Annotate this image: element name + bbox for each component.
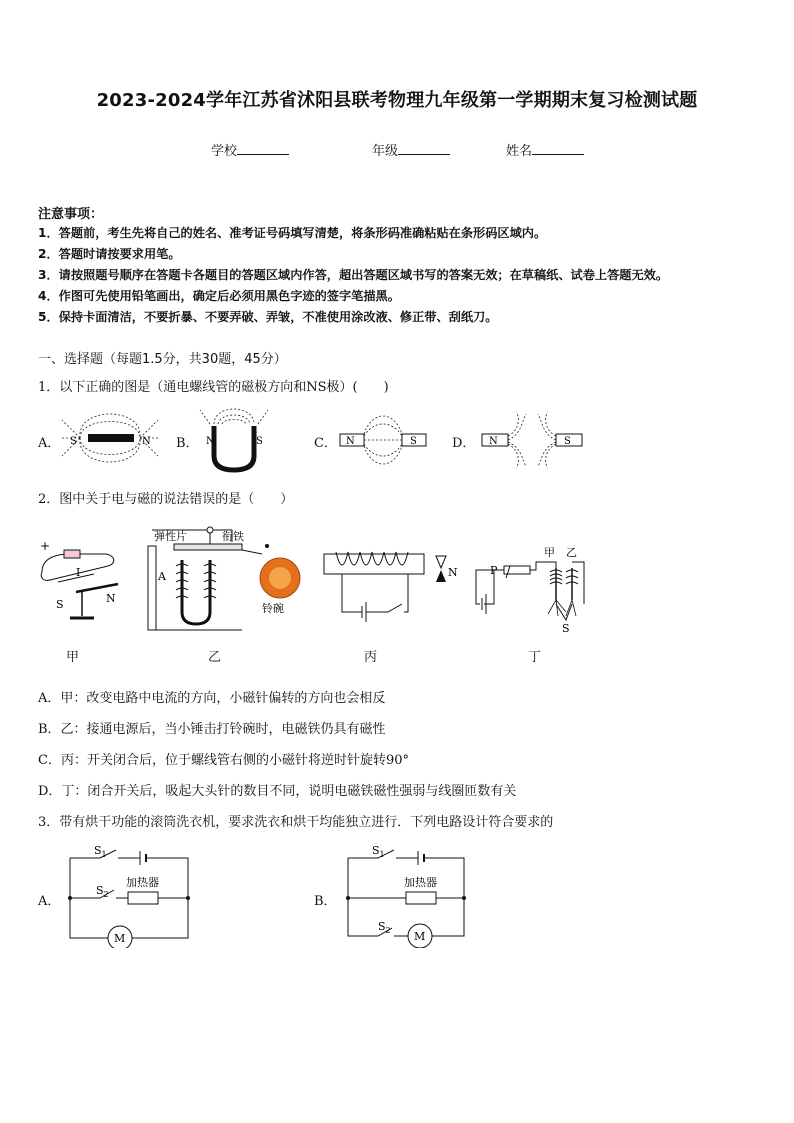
ding-yi-label: 乙 — [566, 546, 577, 559]
q1-option-a-label: A． — [38, 436, 61, 451]
school-label: 学校 — [211, 144, 238, 159]
q1d-s-label: S — [564, 436, 571, 447]
note-item: 4．作图可先使用铅笔画出，确定后必须用黑色字迹的签字笔描黑。 — [38, 289, 400, 303]
q3-option-b-label: B． — [314, 894, 337, 909]
grade-blank — [398, 142, 450, 155]
ding-jia-label: 甲 — [544, 546, 555, 559]
q1-figure-b — [196, 404, 272, 474]
grade-field — [372, 140, 450, 159]
q1-option-b-label: B． — [176, 436, 199, 451]
note-item: 5．保持卡面清洁，不要折暴、不要弄破、弄皱，不准使用涂改液、修正带、刮纸刀。 — [38, 310, 498, 324]
yi-spring-label: 弹性片 — [154, 530, 187, 543]
q3a-s2-label: $S_2$ — [96, 884, 109, 899]
note-item: 3．请按照题号顺序在答题卡各题目的答题区域内作答，超出答题区域书写的答案无效；在草稿纸、试卷上答题无效。 — [38, 268, 669, 282]
q1-figure-a — [58, 408, 162, 470]
q2-option-d: D．丁：闭合开关后，吸起大头针的数目不同，说明电磁铁磁性强弱与线圈匝数有关 — [38, 784, 517, 799]
caption-yi: 乙 — [208, 650, 222, 665]
jia-n-label: N — [106, 592, 116, 605]
school-field — [211, 140, 289, 159]
question-3-stem: 3．带有烘干功能的滚筒洗衣机，要求洗衣和烘干均能独立进行．下列电路设计符合要求的 — [38, 815, 554, 830]
yi-a-label: A — [158, 570, 166, 583]
q3b-motor-label: M — [414, 930, 426, 943]
q3b-heater-label: 加热器 — [404, 876, 437, 889]
q1a-n-label: N — [142, 436, 151, 447]
q1-figure-c — [334, 412, 432, 468]
q1-option-c-label: C． — [314, 436, 337, 451]
q3a-s1-label: $S_1$ — [94, 844, 107, 859]
yi-bell-label: 铃碗 — [262, 602, 284, 615]
page-title: 2023-2024学年江苏省沭阳县联考物理九年级第一学期期末复习检测试题 — [96, 90, 698, 111]
q2-option-a: A．甲：改变电路中电流的方向，小磁针偏转的方向也会相反 — [38, 691, 386, 706]
ding-s-label: S — [562, 622, 570, 635]
q1b-n-label: N — [206, 436, 215, 447]
name-blank — [532, 142, 584, 155]
q3b-s1-label: $S_1$ — [372, 844, 385, 859]
section-heading: 一、选择题（每题1.5分，共30题，45分） — [38, 352, 287, 367]
ding-p-label: P — [490, 564, 498, 577]
q1a-s-label: S — [70, 436, 77, 447]
q1-option-d-label: D． — [452, 436, 476, 451]
caption-ding: 丁 — [528, 650, 542, 665]
school-blank — [237, 142, 289, 155]
q1b-s-label: S — [256, 436, 263, 447]
note-item: 1．答题前，考生先将自己的姓名、准考证号码填写清楚，将条形码准确粘贴在条形码区域内。 — [38, 226, 547, 240]
question-2-stem: 2．图中关于电与磁的说法错误的是（ ） — [38, 492, 294, 507]
q1c-s-label: S — [410, 436, 417, 447]
caption-bing: 丙 — [364, 650, 378, 665]
name-field — [506, 140, 584, 159]
q2-figure-ding — [476, 546, 584, 635]
q1c-n-label: N — [346, 436, 355, 447]
question-1-stem: 1．以下正确的图是（通电螺线管的磁极方向和NS极）( ) — [38, 380, 389, 395]
notes-title: 注意事项： — [38, 207, 104, 222]
q2-option-c: C．丙：开关闭合后，位于螺线管右侧的小磁针将逆时针旋转90° — [38, 753, 409, 768]
q3-option-a-label: A． — [38, 894, 61, 909]
bing-n-label: N — [448, 566, 458, 579]
q1d-n-label: N — [489, 436, 498, 447]
q2-figure-yi — [148, 527, 300, 630]
jia-plus-label: + — [40, 539, 51, 553]
caption-jia: 甲 — [66, 650, 80, 665]
q3b-s2-label: $S_2$ — [378, 920, 391, 935]
note-item: 2．答题时请按要求用笔。 — [38, 247, 181, 261]
q2-figure-bing — [324, 552, 458, 622]
grade-label: 年级 — [372, 144, 399, 159]
jia-current-label: I — [76, 566, 81, 579]
yi-armature-label: 衔铁 — [222, 530, 244, 543]
q2-figure-jia — [40, 539, 118, 618]
q3-circuit-b — [340, 840, 474, 948]
q1-figure-d — [480, 412, 584, 468]
name-label: 姓名 — [506, 144, 533, 159]
q3-circuit-a — [62, 840, 196, 948]
q3a-motor-label: M — [114, 932, 126, 945]
q2-figure-group — [36, 520, 596, 668]
jia-s-label: S — [56, 598, 64, 611]
q3a-heater-label: 加热器 — [126, 876, 159, 889]
q2-option-b: B．乙：接通电源后，当小锤击打铃碗时，电磁铁仍具有磁性 — [38, 722, 386, 737]
